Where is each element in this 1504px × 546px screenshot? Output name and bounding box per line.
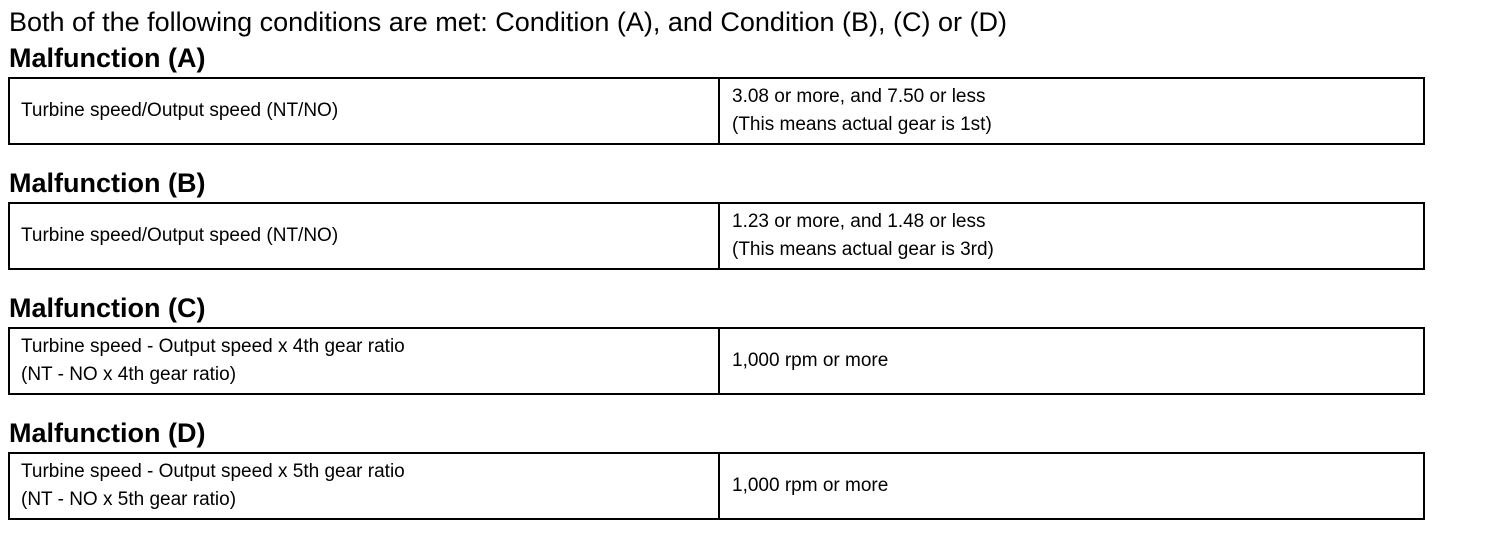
malfunction-d-table bbox=[8, 452, 1425, 520]
malfunction-c-table bbox=[8, 327, 1425, 395]
intro-text: Both of the following conditions are met: Condition (A), and Condition (B), (C) or (D) bbox=[9, 7, 1007, 37]
condition-value-line: 1.23 or more, and 1.48 or less bbox=[732, 211, 986, 232]
malfunction-b-table bbox=[8, 202, 1425, 270]
condition-value-line: (This means actual gear is 3rd) bbox=[732, 239, 994, 260]
condition-item-line: Turbine speed/Output speed (NT/NO) bbox=[21, 225, 339, 246]
condition-value-cell bbox=[720, 204, 1423, 268]
condition-value-line: (This means actual gear is 1st) bbox=[732, 114, 992, 135]
condition-value-line: 1,000 rpm or more bbox=[732, 350, 889, 371]
condition-value-cell bbox=[720, 329, 1423, 393]
condition-item-line: Turbine speed - Output speed x 4th gear ratio bbox=[21, 336, 405, 357]
condition-value-line: 3.08 or more, and 7.50 or less bbox=[732, 86, 986, 107]
condition-item-cell bbox=[10, 79, 720, 143]
malfunction-a-table bbox=[8, 77, 1425, 145]
condition-item-line: Turbine speed - Output speed x 5th gear ratio bbox=[21, 461, 405, 482]
condition-item-line: Turbine speed/Output speed (NT/NO) bbox=[21, 100, 339, 121]
malfunction-d-title: Malfunction (D) bbox=[9, 418, 206, 448]
condition-item-cell bbox=[10, 329, 720, 393]
condition-value-line: 1,000 rpm or more bbox=[732, 475, 889, 496]
condition-item-cell bbox=[10, 204, 720, 268]
condition-value-cell bbox=[720, 454, 1423, 518]
malfunction-b-title: Malfunction (B) bbox=[9, 168, 206, 198]
malfunction-a-title: Malfunction (A) bbox=[9, 43, 206, 73]
condition-item-line: (NT - NO x 5th gear ratio) bbox=[21, 489, 237, 510]
condition-item-cell bbox=[10, 454, 720, 518]
condition-item-line: (NT - NO x 4th gear ratio) bbox=[21, 364, 237, 385]
malfunction-c-title: Malfunction (C) bbox=[9, 293, 206, 323]
condition-value-cell bbox=[720, 79, 1423, 143]
